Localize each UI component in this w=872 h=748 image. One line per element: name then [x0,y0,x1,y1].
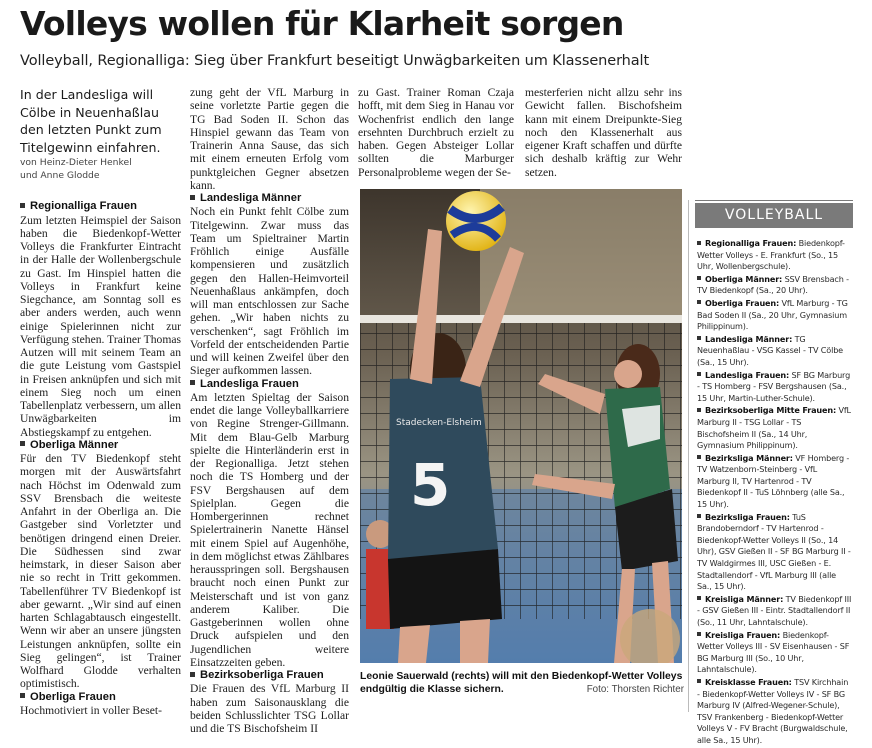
schedule-league: Kreisklasse Frauen: [705,676,792,687]
column-4 [525,86,682,179]
schedule-text: VF Homberg - TV Watzenborn-Steinberg - VfL Marburg II, TV Hartenrod - TV Biedenkopf II - TuS Löhnberg (alle Sa., 15 Uhr). [697,452,850,510]
schedule-item [697,334,852,369]
section-heading [190,192,349,205]
schedule-league: Kreisliga Frauen: [705,629,781,640]
volleyball-photo [360,189,682,663]
bullet-square-icon [20,693,25,698]
paragraph: zung geht der VfL Marburg in seine vorletzte Partie gegen die TG Bad Soden II. Schon das Hinspiel gewann das Team von Trainerin Anna Sause, das sich mit einem erneuten Erfolg vom punktgleichen Gegner absetzen kann. [190,86,349,192]
bullet-square-icon [697,514,701,518]
schedule-league: Bezirksliga Männer: [705,452,793,463]
schedule-item [697,405,852,451]
paragraph: zu Gast. Trainer Roman Czaja hofft, mit dem Sieg in Hanau vor Wochenfrist endlich den lange ersehnten Durchbruch erzielt zu haben. Gegen Absteiger Lollar sollten die Marburger Personalprobleme wegen der Se- [358,86,514,179]
section-heading-text: Oberliga Frauen [30,690,116,703]
schedule-text: VfL Marburg II - TSG Lollar - TS Bischofsheim II (Sa., 14 Uhr, Gymnasium Philippinum). [697,405,851,451]
section-heading-text: Oberliga Männer [30,438,119,451]
byline [20,156,181,182]
schedule-league: Landesliga Männer: [705,333,793,344]
paragraph: Hochmotiviert in voller Beset- [20,703,162,717]
schedule-league: Bezirksliga Frauen: [705,511,790,522]
schedule-text: SSV Brensbach - TV Biedenkopf (Sa., 20 Uhr). [697,273,849,296]
bullet-square-icon [697,632,701,636]
bullet-square-icon [697,372,701,376]
bullet-square-icon [20,203,25,208]
subheadline: Volleyball, Regionalliga: Sieg über Frankfurt beseitigt Unwägbarkeiten um Klassenerhalt [20,53,650,69]
schedule-text: TSV Kirchhain - Biedenkopf-Wetter Volleys IV - SF BG Marburg IV (Alfred-Wegener-Schule), TSV Frankenberg - Biedenkopf-Wetter Volleys V - FV Bracht (Burgwaldschule, alle Sa., 15 Uhr). [697,676,849,745]
paragraph: Am letzten Spieltag der Saison endet die lange Volleyballkarriere von Regine Strenger-Gillmann. Mit dem Blau-Gelb Marburg spielte die Hinterländerin erst in der Regionalliga. Jetzt stehen noch die TS Homberg und der FSV Bergshausen auf dem Spielplan. Gegen die Hombergerinnen rechnet Spielertrainerin Nanette Hänsel mit einem Spiel auf Augenhöhe, in dem möglichst etwas Zählbares herausspringen soll. Bergshausen braucht noch einen Punkt zur Meisterschaft und ist von ganz anderem Kaliber. Die Gastgeberinnen wollen ohne Druck aufspielen und den Jugendlichen weitere Einsatzzeiten geben. [190,390,349,669]
photo-credit: Foto: Thorsten Richter [586,684,684,695]
column-1 [20,86,181,717]
photo-caption [360,670,684,696]
sidebar-top-rule [695,200,853,201]
schedule-text: Biedenkopf-Wetter Volleys - E. Frankfurt (So., 15 Uhr, Wollenbergschule). [697,238,845,272]
schedule-item [697,274,852,297]
bullet-square-icon [190,672,195,677]
teaser: In der Landesliga will Cölbe in Neuenhaßlau den letzten Punkt zum Titelgewinn einfahren. [20,87,162,155]
paragraph: Die Frauen des VfL Marburg II haben zum Saisonausklang die beiden Schlusslichter TSG Lollar und die TS Bischofsheim II [190,682,349,735]
volleyball-photo-illustration [360,189,682,663]
jersey-number: 5 [410,451,451,519]
sidebar-title: VOLLEYBALL [695,203,853,228]
caption-text: Leonie Sauerwald (rechts) will mit den Biedenkopf-Wetter Volleys endgültig die Klasse sichern. [360,671,683,695]
bullet-square-icon [190,195,195,200]
jersey-sponsor-text: Stadecken-Elsheim [396,418,482,428]
schedule-item [697,238,852,273]
section-heading [190,669,349,682]
bullet-square-icon [697,596,701,600]
bullet-square-icon [20,441,25,446]
bullet-square-icon [190,380,195,385]
paragraph: Für den TV Biedenkopf steht morgen mit der Auswärtsfahrt nach Höchst im Odenwald zum SSV Brensbach die weiteste Anfahrt in der Oberliga an. Die Gastgeber sind Vorletzter und benötigen dringend einen Dreier. Die Südhessen sind zwar heimstark, in dieser Saison aber nie so recht in Tritt gekommen. Tabellenführer TV Biedenkopf ist aber gewarnt. „Wir sind auf einen harten Schlagabtausch eingestellt. Wenn wir aber an unsere jüngsten Leistungen anknüpfen, sollte ein Sieg gelingen“, ist Trainer Wolfhard Glodde verhalten optimistisch. [20,452,181,691]
section-heading [20,691,181,704]
column-divider [688,200,689,712]
paragraph: mesterferien nicht allzu sehr ins Gewicht fallen. Bischofsheim kann mit einem Dreipunkte-Sieg noch den Klassenerhalt aus eigener Kraft schaffen und dürfte sich deshalb kräftig zur Wehr setzen. [525,86,682,179]
headline: Volleys wollen für Klarheit sorgen [20,4,624,43]
section-heading-text: Bezirksoberliga Frauen [200,669,324,681]
schedule-league: Landesliga Frauen: [705,369,790,380]
paragraph: Zum letzten Heimspiel der Saison haben die Biedenkopf-Wetter Volleys die Frankfurter Eintracht in der Halle der Wollenbergschule zu Gast. Im Hinspiel hatten die Volleys in Frankfurt keine Siegchance, am Sonntag soll es aber anders werden, auch wenn einige Spielerinnen nicht zur Verfügung stehen. Trainer Thomas Autzen will mit seinem Team an die gute Leistung vom Gastspiel in Freisen anknüpfen und sich mit einem Sieg noch um einen Tabellenplatz verbessern, um allen Unwägbarkeiten im Abstiegskampf zu entgehen. [20,213,181,439]
schedule-text: Biedenkopf-Wetter Volleys III - SV Eisenhausen - SF BG Marburg III (So., 10 Uhr, Lahntalschule). [697,629,850,675]
schedule-item [697,370,852,405]
schedule-item [697,512,852,593]
schedule-item [697,630,852,676]
section-heading [190,378,349,391]
paragraph: Noch ein Punkt fehlt Cölbe zum Titelgewinn. Zwar muss das Team um Spieltrainer Martin Fröhlich einige Ausfälle kompensieren und zusätzlich gegen den Hallen-Heimvorteil Neuenhaßlaus ankämpfen, doch will man entschlossen zur Sache gehen. „Wir haben nichts zu verschenken“, sagt Fröhlich im Vorfeld der entscheidenden Partie und will keinen Zweifel über den Sieger aufkommen lassen. [190,205,349,378]
bullet-square-icon [697,276,701,280]
column-2 [190,86,349,735]
schedule-text: VfL Marburg - TG Bad Soden II (Sa., 20 Uhr, Gymnasium Philippinum). [697,297,848,332]
bullet-square-icon [697,241,701,245]
schedule-text: TG Neuenhaßlau - VSG Kassel - TV Cölbe (Sa., 15 Uhr). [697,333,844,367]
schedule-league: Oberliga Männer: [705,273,783,284]
schedule-item [697,298,852,333]
schedule-league: Oberliga Frauen: [705,297,780,308]
section-heading [20,439,181,452]
bullet-square-icon [697,300,701,304]
schedule-league: Kreisliga Männer: [705,593,784,604]
section-heading [20,200,181,213]
schedule-item [697,677,852,747]
bullet-square-icon [697,408,701,412]
schedule-text: TuS Brandoberndorf - TV Hartenrod - Biedenkopf-Wetter Volleys II (So., 14 Uhr), GSV Gießen II - SF BG Marburg II - TV Waldgirmes III, USC Gießen - E. Stadtallendorf - VfL Marburg III (alle Sa., 15 Uhr). [697,511,851,592]
bullet-square-icon [697,336,701,340]
schedule-text: SF BG Marburg - TS Homberg - FSV Bergshausen (Sa., 15 Uhr, Martin-Luther-Schule). [697,369,851,403]
section-heading-text: Landesliga Männer [200,192,302,204]
section-heading-text: Landesliga Frauen [200,377,299,390]
column-3 [358,86,514,179]
bullet-square-icon [697,455,701,459]
schedule-item [697,453,852,511]
schedule-list [697,238,852,748]
schedule-item [697,594,852,629]
byline-author-2: und Anne Glodde [20,170,100,182]
schedule-league: Regionalliga Frauen: [705,238,797,248]
byline-author-1: von Heinz-Dieter Henkel [20,157,132,169]
bullet-square-icon [697,679,701,683]
schedule-league: Bezirksoberliga Mitte Frauen: [705,405,837,416]
section-heading-text: Regionalliga Frauen [30,200,137,213]
schedule-text: TV Biedenkopf III - GSV Gießen III - Eintr. Stadtallendorf II (So., 11 Uhr, Lahntalschule). [697,593,852,627]
